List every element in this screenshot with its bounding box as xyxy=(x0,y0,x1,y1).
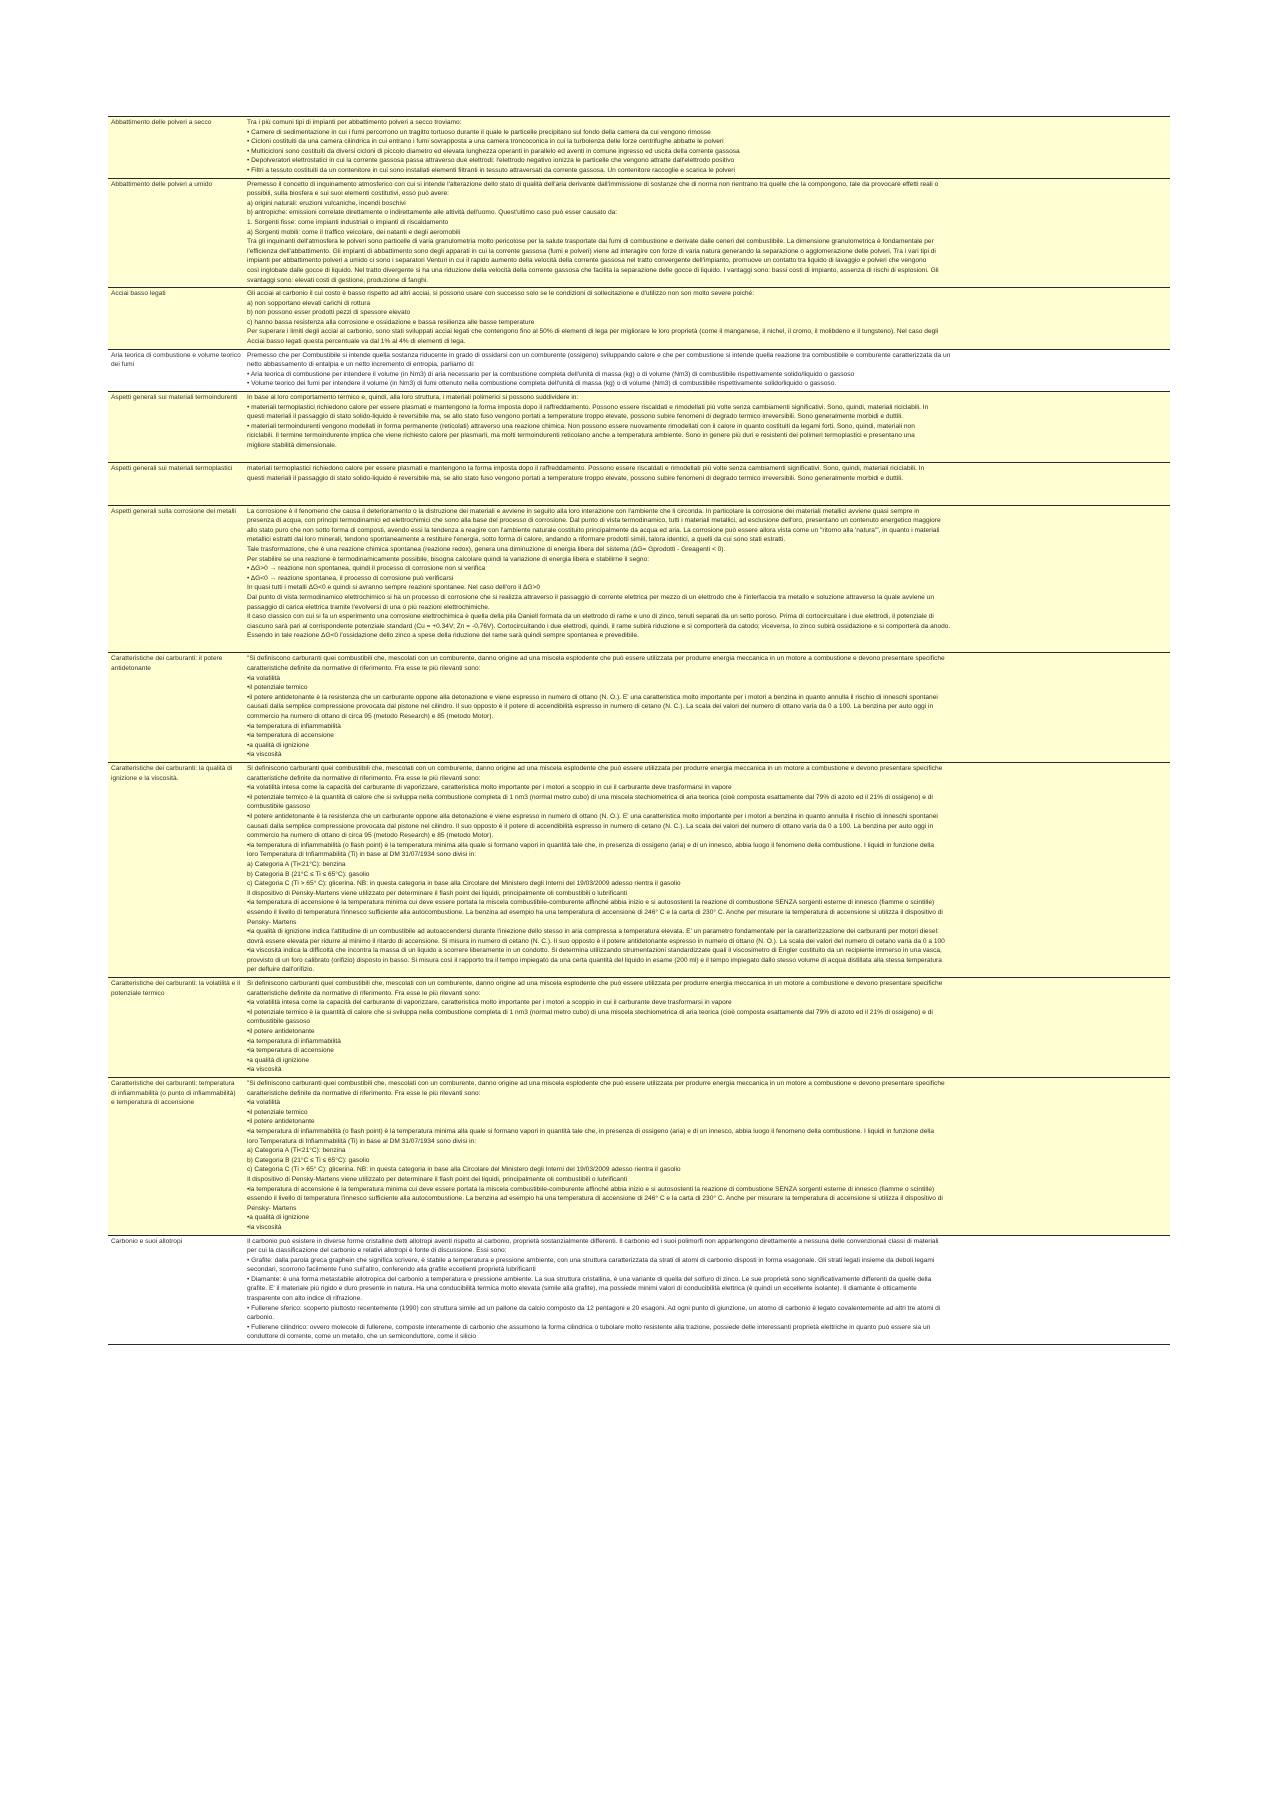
definition-line: • ΔG<0 → reazione spontanea, il processo di corrosione può verificarsi xyxy=(247,574,454,582)
definition-line: essendo il livello di temperatura l'innesco sufficiente alla autocombustione. La benzina ad esempio ha una temperatura di accensione di 246° C e la carta di 230° C. Anche per misurare la temperatura di accensione si utilizza il dispositivo di xyxy=(247,1195,943,1203)
definition-line: •il potere antidetonante è la resistenza che un carburante oppone alla detonazione e viene espresso in numero di ottano (N. O.). E' una caratteristica molto importante per i motori a benzina in quanto annulla il rischio di inneschi spontanei xyxy=(247,812,938,820)
definition-line: •a qualità di ignizione xyxy=(247,1214,310,1222)
definition-line: loro Temperatura di Infiammabilità (Ti) in base al DM 31/07/1934 sono divisi in: xyxy=(247,1137,477,1145)
definition-line: • Aria teorica di combustione per intendere il volume (in Nm3) di aria necessario per la combustione completa dell'unità di massa (kg) o di volume (Nm3) di combustibile rispettivamente solido/liquido o gassoso xyxy=(247,370,855,378)
definition-line: In base al loro comportamento termico e, quindi, alla loro struttura, i materiali polimerici si possono suddividere in: xyxy=(247,394,579,402)
definition-line: •la viscosità indica la difficoltà che incontra la massa di un liquido a scorrere liberamente in un condotto. Si determina utilizzando strumentazioni standardizzate quali il viscosimetro di Engler costituito da un recipiente immerso in una vasca, xyxy=(247,947,942,955)
definition-line: b) Categoria B (21°C ≤ Ti ≤ 65°C): gasolio xyxy=(247,1156,370,1164)
definition-line: Acciai basso legati questa percentuale va dal 1% al 4% di elementi di lega. xyxy=(247,338,466,346)
definition-line: • ΔG>0 → reazione non spontanea, quindi il processo di corrosione non si verifica xyxy=(247,565,486,573)
definition-line: Premesso che per Combustibile si intende quella sostanza riducente in grado di ossidarsi con un comburente (ossigeno) sviluppando calore e che per combustione si intende quella reazione tra combustibile e comburente caratterizzata da un xyxy=(247,351,951,359)
definition-line: •la temperatura di infiammabilità xyxy=(247,1037,341,1045)
definition-line: Gli acciai al carbonio il cui costo è basso rispetto ad altri acciai, si possono usare con successo solo se le condizioni di sollecitazione e d'utilizzo non son molto severe poiché: xyxy=(247,290,755,298)
definition-line: causati dalla semplice compressione provocata dal pistone nel cilindro. Il suo opposto è il potere di accendibilità espresso in numero di cetano (N. C.). La scala dei valori del numero di ottano varia da 0 a 100. La benzina per auto oggi in xyxy=(247,703,934,711)
definition-line: b) Categoria B (21°C ≤ Ti ≤ 65°C): gasolio xyxy=(247,870,370,878)
definition-line: • Grafite: dalla parola greca graphein che significa scrivere, è stabile a temperatura e pressione ambiente, con una struttura caratterizzata da strati di atomi di carbonio disposti in forma esagonale. Gli strati legati insieme da deboli legami xyxy=(247,1256,935,1264)
definition-line: Essendo in tale reazione ΔG<0 l'ossidazione dello zinco a spese della riduzione del rame sarà quindi sempre spontanea e prevedibile. xyxy=(247,632,639,640)
definition-line: •la volatilità xyxy=(247,1099,281,1107)
definition-line: •la temperatura di accensione xyxy=(247,732,334,740)
table-row xyxy=(108,763,1170,978)
definition-cell xyxy=(244,463,1170,505)
definition-line: •la viscosità xyxy=(247,1066,282,1074)
definition-line: 1. Sorgenti fisse: come impianti industriali o impianti di riscaldamento xyxy=(247,218,449,226)
definition-line: caratteristiche definite da normative di riferimento. Fra esse le più rilevanti sono: xyxy=(247,1089,481,1097)
definition-cell xyxy=(244,349,1170,391)
definition-line: • Volume teorico dei fumi per intendere il volume (in Nm3) di fumi ottenuto nella combustione completa dell'unità di massa (kg) o di volume (Nm3) di combustibile rispettivamente solido/liquido o gassoso. xyxy=(247,380,837,388)
glossary-table xyxy=(108,116,1170,1345)
definition-line: caratteristiche definite da normative di riferimento. Fra esse le più rilevanti sono: xyxy=(247,774,481,782)
definition-line: •a qualità di ignizione xyxy=(247,1056,310,1064)
term-cell: Aria teorica di combustione e volume teorico dei fumi xyxy=(108,349,244,391)
definition-line: passaggio di carica elettrica tramite l'evolversi di una o più reazioni elettrochimiche. xyxy=(247,603,490,611)
definition-line: allo stato puro che non sotto forma di composti, avendo essi la tendenza a reagire con l'ambiente naturale costituito principalmente da acqua ed aria. La corrosione può essere allora vista come un "ritorno alla 'natura'", in quanto i materiali xyxy=(247,526,940,534)
definition-line: • Fullerene sferico: scoperto piuttosto recentemente (1990) con struttura simile ad un pallone da calcio composto da 12 pentagoni e 20 esagoni. Ad ogni punto di giunzione, un atomo di carbonio è legato covalentemente ad altri tre atomi di xyxy=(247,1304,941,1312)
definition-cell xyxy=(244,763,1170,978)
table-row xyxy=(108,1235,1170,1345)
definition-line: provvisto di un foro calibrato (orifizio) disposto in basso. Si misura così il rapporto tra il tempo impiegato da una certa quantità del liquido in esame (200 ml) e il tempo impiegato dallo stesso volume di acqua distillata alla stessa temperatura xyxy=(247,956,942,964)
definition-line: caratteristiche definite da normative di riferimento. Fra esse le più rilevanti sono: xyxy=(247,989,481,997)
table-row xyxy=(108,117,1170,179)
definition-line: c) Categoria C (Ti > 65° C): glicerina. NB: in questa categoria in base alla Circolare del Ministero degli Interni del 19/03/2009 adesso rientra il gasolio xyxy=(247,880,681,888)
table-row xyxy=(108,178,1170,288)
definition-line: metallici estratti dai loro minerali, tendono spontaneamente a restituire l'energia, sotto forma di calore, andando a riformare prodotti simili, talora identici, a quelli da cui sono stati estratti. xyxy=(247,536,786,544)
definition-line: a) origini naturali: eruzioni vulcaniche, incendi boschivi xyxy=(247,199,406,207)
term-cell: Caratteristiche dei carburanti: la volatilità e il potenziale termico xyxy=(108,978,244,1078)
definition-line: a) Categoria A (Ti<21°C): benzina xyxy=(247,1147,346,1155)
glossary-rows xyxy=(108,117,1170,1345)
definition-line: •la temperatura di infiammabilità (o flash point) è la temperatura minima alla quale si formano vapori in quantità tale che, in presenza di ossigeno (aria) e di un innesco, abbia luogo il fenomeno della combustione. I liquidi in funzione della xyxy=(247,841,934,849)
definition-line: •il potenziale termico xyxy=(247,684,308,692)
definition-line: a) Categoria A (Ti<21°C): benzina xyxy=(247,860,346,868)
definition-line: "Si definiscono carburanti quei combustibili che, mescolati con un comburente, danno origine ad una miscela esplodente che può essere utilizzata per produrre energia meccanica in un motore a combustione e devono presentare specifiche xyxy=(247,1080,945,1087)
definition-line: • Fullerene cilindrico: ovvero molecole di fullerene, composte interamente di carbonio che assumono la forma cilindrica o tubolare molto resistente alla trazione, possiede delle interessanti proprietà elettriche in quanto può essere sia un xyxy=(247,1323,931,1331)
definition-line: Si definiscono carburanti quei combustibili che, mescolati con un comburente, danno origine ad una miscela esplodente che può essere utilizzata per produrre energia meccanica in un motore a combustione e devono presentare specifiche xyxy=(247,765,943,772)
definition-line: combustibile gassoso xyxy=(247,1018,311,1026)
definition-line: grafite. E' il materiale più rigido e duro presente in natura. Ha una conducibilità termica molto elevata (simile alla grafite), ma possiede minimi valori di conducibilità elettrica (è quindi un eccellente isolante). Il diamante è otticamente xyxy=(247,1285,917,1293)
definition-line: •la volatilità xyxy=(247,674,281,682)
definition-cell xyxy=(244,288,1170,350)
definition-line: Dal punto di vista termodinamico elettrochimico si ha un processo di corrosione che si realizza attraverso il passaggio di corrente elettrica per mezzo di un elettrodo che è l'interfaccia tra metallo e soluzione attraverso la quale avviene un xyxy=(247,593,934,601)
definition-line: •la temperatura di accensione è la temperatura minima cui deve essere portata la miscela combustibile-comburente affinché abbia inizio e si autosostenti la reazione di combustione SENZA sorgenti esterne di innesco (fiamme o scintille) xyxy=(247,1185,935,1193)
definition-line: •il potenziale termico xyxy=(247,1108,308,1116)
definition-line: Per superare i limiti degli acciai al carbonio, sono stati sviluppati acciai legati che contengono fino al 50% di elementi di lega per migliorare le loro proprietà (come il manganese, il nichel, il cromo, il molibdeno e il tungsteno). Nel caso degli xyxy=(247,328,939,336)
definition-line: a) non sopportano elevati carichi di rottura xyxy=(247,299,371,307)
definition-line: Il dispositivo di Pensky-Martens viene utilizzato per determinare il flash point dei liquidi, principalmente oli combustibili o lubrificanti xyxy=(247,1175,628,1183)
definition-line: •il potere antidetonante xyxy=(247,1118,315,1126)
definition-line: Si definiscono carburanti quei combustibili che, mescolati con un comburente, danno origine ad una miscela esplodente che può essere utilizzata per produrre energia meccanica in un motore a combustione e devono presentare specifiche xyxy=(247,980,943,988)
table-row xyxy=(108,349,1170,391)
definition-line: • Camere di sedimentazione in cui i fumi percorrono un tragitto tortuoso durante il quale le particelle precipitano sul fondo della camera da cui vengono rimosse xyxy=(247,128,711,136)
term-cell: Caratteristiche dei carburanti: la qualità di ignizione e la viscosità. xyxy=(108,763,244,978)
definition-line: •la volatilità intesa come la capacità del carburante di vaporizzare, caratteristica molto importante per i motori a scoppio in cui il carburante deve trasformarsi in vapore xyxy=(247,999,732,1007)
definition-line: causati dalla semplice compressione provocata dal pistone nel cilindro. Il suo opposto è il potere di accendibilità espresso in numero di cetano (N. C.). La scala dei valori del numero di ottano varia da 0 a 100. La benzina per auto oggi in xyxy=(247,822,934,830)
definition-cell xyxy=(244,1078,1170,1236)
definition-line: dovrà essere elevata per ridurre al minimo il ritardo di accensione. Si misura in numero di cetano (N. C.). Il suo opposto è il potere antidetonante espresso in numero di ottano (N. O.). La scala dei valori del numero di cetano varia da 0 a 100 xyxy=(247,937,945,945)
definition-line: Il carbonio può esistere in diverse forme cristalline detti allotropi aventi rispetto al carbonio, proprietà sostanzialmente differenti. Il carbonio ed i suoi polimorfi non appartengono direttamente a nessuna delle convenzionali classi di materiali xyxy=(247,1237,939,1245)
definition-cell xyxy=(244,978,1170,1078)
definition-line: così inglobate dalle gocce di liquido. Nel tratto divergente si ha una riduzione della velocità della corrente gassosa che facilita la separazione delle gocce di liquido. I vantaggi sono: bassi costi di impianto, assenza di rischi di esplosioni. Gli xyxy=(247,266,939,274)
definition-line: • Diamante: è una forma metastabile allotropica del carbonio a temperatura e pressione ambiente. La sua struttura cristallina, è una variante di quella del solfuro di zinco. Le sue proprietà sono significativamente differenti da quelle della xyxy=(247,1275,932,1283)
definition-line: conduttore di corrente, come un metallo, che un semiconduttore, come il silicio xyxy=(247,1333,477,1341)
definition-line: Tra gli inquinanti dell'atmosfera le polveri sono particelle di varia granulometria molto pericolose per la salute trasportate dai fumi di combustione e derivate dalle ceneri del combustibile. La dimensione granulometrica è fondamentale per xyxy=(247,238,934,246)
definition-line: combustibile gassoso xyxy=(247,803,311,811)
term-cell: Caratteristiche dei carburanti: il potere antidetonante xyxy=(108,653,244,763)
definition-line: Per stabilire se una reazione è termodinamicamente possibile, bisogna calcolare quindi la variazione di energia libera e stabilirne il segno: xyxy=(247,555,650,563)
definition-line: •la volatilità intesa come la capacità del carburante di vaporizzare, caratteristica molto importante per i motori a scoppio in cui il carburante deve trasformarsi in vapore xyxy=(247,784,732,792)
definition-line: • Depolveratori elettrostatici in cui la corrente gassosa passa attraverso due elettrodi: l'elettrodo negativo ionizza le particelle che vengono attratte dall'elettrodo positivo xyxy=(247,157,735,165)
definition-line: Premesso il concetto di inquinamento atmosferico con cui si intende l'alterazione dello stato di qualità dell'aria derivante dall'immissione di sostanze che di norma non rientrano tra quelle che la compongono, tale da provocare effetti reali o xyxy=(247,180,939,188)
definition-line: secondari, scorrono facilmente l'uno sull'altro, conferendo alla grafite eccellenti proprietà lubrificanti xyxy=(247,1266,536,1274)
definition-line: •il potenziale termico è la quantità di calore che si sviluppa nella combustione completa di 1 nm3 (normal metro cubo) di una miscela stechiometrica di aria teorica (cioè composta esattamente dal 79% di azoto ed il 21% di ossigeno) e di xyxy=(247,793,933,801)
term-cell: Aspetti generali sui materiali termoplastici xyxy=(108,463,244,505)
definition-line: trasparente con alto indice di rifrazione. xyxy=(247,1295,363,1303)
definition-line: essendo il livello di temperatura l'innesco sufficiente alla autocombustione. La benzina ad esempio ha una temperatura di accensione di 246° C e la carta di 230° C. Anche per misurare la temperatura di accensione si utilizza il dispositivo di xyxy=(247,908,943,916)
definition-line: possibili, sulla biosfera e sui suoi elementi costitutivi, esso può avere: xyxy=(247,190,449,198)
definition-line: commercio ha numero di ottano di circa 95 (metodo Research) e 85 (metodo Motor). xyxy=(247,713,494,721)
definition-cell xyxy=(244,178,1170,288)
definition-line: per defluire dall'orifizio. xyxy=(247,966,315,974)
definition-line: svantaggi sono: elevati costi di gestione, produzione di fanghi. xyxy=(247,276,429,284)
definition-line: per cui la classificazione del carbonio e relativi allotropi è fonte di discussione. Essi sono: xyxy=(247,1247,507,1255)
definition-line: riciclabili. Il termine termoindurente implica che viene richiesto calore per plasmarli, ma molti termoindurenti reticolano anche a temperatura ambiente. Sono in genere più duri e resistenti dei polimeri termoplastici e presentano una xyxy=(247,432,915,440)
definition-line: netto abbassamento di entalpia e un netto incremento di entropia, parliamo di: xyxy=(247,361,475,369)
definition-line: •la temperatura di infiammabilità (o flash point) è la temperatura minima alla quale si formano vapori in quantità tale che, in presenza di ossigeno (aria) e di un innesco, abbia luogo il fenomeno della combustione. I liquidi in funzione della xyxy=(247,1127,934,1135)
definition-line: Il caso classico con cui si fa un esperimento una corrosione elettrochimica è quella della pila Daniell formata da un elettrodo di rame e uno di zinco, tenuti separati da un setto poroso. Prima di cortocircuitare i due elettrodi, il potenziale di xyxy=(247,613,934,621)
definition-cell xyxy=(244,117,1170,179)
table-row xyxy=(108,463,1170,505)
definition-cell xyxy=(244,505,1170,653)
definition-line: • materiali termoplastici richiedono calore per essere plasmati e mantengono la forma imposta dopo il raffreddamento. Possono essere riscaldati e rimodellati più volte senza cambiamenti significativi. Sono, quindi, materiali riciclabili. In xyxy=(247,403,929,411)
term-cell: Aspetti generali sui materiali termoindurenti xyxy=(108,392,244,463)
term-cell: Caratteristiche dei carburanti: temperatura di infiammabilità (o punto di infiammabilità) e temperatura di accensione xyxy=(108,1078,244,1236)
definition-line: c) Categoria C (Ti > 65° C): glicerina. NB: in questa categoria in base alla Circolare del Ministero degli Interni del 19/03/2009 adesso rientra il gasolio xyxy=(247,1166,681,1174)
term-cell: Abbattimento delle polveri a umido xyxy=(108,178,244,288)
definition-line: impianti per abbattimento polveri a umido ci sono i separatori Venturi in cui il rapido aumento della velocità della corrente gassosa nel tratto convergente dell'impianto, promuove un contatto tra liquido di lavaggio e polveri che vengono xyxy=(247,257,927,265)
definition-line: • Filtri a tessuto costituiti da un contenitore in cui sono installati elementi filtranti in tessuto attraversati da corrente gassosa. Un contenitore raccoglie e scarica le polveri xyxy=(247,166,735,174)
definition-line: •il potere antidetonante xyxy=(247,1028,315,1036)
term-cell: Acciai basso legati xyxy=(108,288,244,350)
definition-line: c) hanno bassa resistenza alla corrosione e ossidazione e bassa resilienza alle basse temperature xyxy=(247,318,535,326)
definition-line: materiali termoplastici richiedono calore per essere plasmati e mantengono la forma imposta dopo il raffreddamento. Possono essere riscaldati e rimodellati più volte senza cambiamenti significativi. Sono, quindi, materiali riciclabili. In xyxy=(247,465,925,473)
definition-line: a) Sorgenti mobili: come il traffico veicolare, dei natanti e degli aeromobili xyxy=(247,228,461,236)
definition-line: •la temperatura di accensione xyxy=(247,1047,334,1055)
definition-line: questi materiali il passaggio di stato solido-liquido è reversibile ma, se allo stato fuso vengono portati a temperature troppo elevate, possono subire fenomeni di degrado termico irreversibili. Sono generalmente morbidi e duttili. xyxy=(247,413,904,421)
definition-line: • Cicloni costituiti da una camera cilindrica in cui entrano i fumi sovrapposta a una camera troncoconica in cui la turbolenza delle forze centrifughe abbatte le polveri xyxy=(247,138,724,146)
definition-line: •la temperatura di infiammabilità xyxy=(247,722,341,730)
definition-cell xyxy=(244,392,1170,463)
definition-line: •la qualità di ignizione indica l'attitudine di un combustibile ad autoaccendersi durante l'iniezione dello stesso in aria compressa a temperatura elevata. E' un parametro fondamentale per la caratterizzazione dei carburanti per motori diesel: xyxy=(247,928,939,936)
table-row xyxy=(108,653,1170,763)
definition-line: b) non possono esser prodotti pezzi di spessore elevato xyxy=(247,309,411,317)
table-row xyxy=(108,505,1170,653)
table-row xyxy=(108,392,1170,463)
definition-line: •la viscosità xyxy=(247,1223,282,1231)
definition-line: Tra i più comuni tipi di impianti per abbattimento polveri a secco troviamo: xyxy=(247,119,462,126)
definition-line: •la viscosità xyxy=(247,751,282,759)
term-cell: Aspetti generali sulla corrosione dei metalli xyxy=(108,505,244,653)
definition-cell xyxy=(244,653,1170,763)
definition-line: commercio ha numero di ottano di circa 95 (metodo Research) e 85 (metodo Motor). xyxy=(247,832,494,840)
definition-line: Il dispositivo di Pensky-Martens viene utilizzato per determinare il flash point dei liquidi, principalmente oli combustibili o lubrificanti xyxy=(247,889,628,897)
definition-line: •il potenziale termico è la quantità di calore che si sviluppa nella combustione completa di 1 nm3 (normal metro cubo) di una miscela stechiometrica di aria teorica (cioè composta esattamente dal 79% di azoto ed il 21% di ossigeno) e di xyxy=(247,1008,933,1016)
definition-line: questi materiali il passaggio di stato solido-liquido è reversibile ma, se allo stato fuso vengono portati a temperature troppo elevate, possono subire fenomeni di degrado termico irreversibili. Sono generalmente morbidi e duttili. xyxy=(247,474,904,482)
definition-line: ciascuno sarà pari al corrispondente potenziale standard (Cu = +0.34V; Zn = -0,76V). Cortocircuitando i due elettrodi, quindi, il rame subirà riduzione e si comporterà da catodo; viceversa, lo zinco subirà ossidazione e si comporterà da anodo. xyxy=(247,622,951,630)
term-cell: Abbattimento delle polveri a secco xyxy=(108,117,244,179)
definition-line: La corrosione è il fenomeno che causa il deterioramento o la distruzione dei materiali e avviene in seguito alla loro interazione con l'ambiente che li circonda. In particolare la corrosione dei materiali metallici avviene quasi sempre in xyxy=(247,507,920,515)
definition-line: Pensky- Martens xyxy=(247,918,297,926)
definition-line: caratteristiche definite da normative di riferimento. Fra esse le più rilevanti sono: xyxy=(247,665,481,673)
definition-line: loro Temperatura di Infiammabilità (Ti) in base al DM 31/07/1934 sono divisi in: xyxy=(247,851,477,859)
term-cell: Carbonio e suoi allotropi xyxy=(108,1235,244,1345)
definition-line: b) antropiche: emissioni correlate direttamente o indirettamente alle attività dell'uomo. Quest'ultimo caso può esser causato da: xyxy=(247,209,618,217)
definition-line: •a qualità di ignizione xyxy=(247,741,310,749)
definition-line: l'efficienza dell'abbattimento. Gli impianti di abbattimento sono degli apparati in cui la corrente gassosa (fumi e polveri) viene ad interagire con forze di varia natura generando la separazione o agglomerazione delle polveri. Tra i vari tipi di xyxy=(247,247,936,255)
table-row xyxy=(108,1078,1170,1236)
definition-cell xyxy=(244,1235,1170,1345)
definition-line: • materiali termoindurenti vengono modellati in forma permanente (reticolati) attraverso una reazione chimica. Non possono essere nuovamente rimodellati con il calore in quanto costituiti da legami forti. Sono, quindi, materiali non xyxy=(247,422,915,430)
definition-line: "Si definiscono carburanti quei combustibili che, mescolati con un comburente, danno origine ad una miscela esplodente che può essere utilizzata per produrre energia meccanica in un motore a combustione e devono presentare specifiche xyxy=(247,655,945,663)
definition-line: In quasi tutti i metalli ΔG<0 e quindi si avranno sempre reazioni spontanee. Nel caso dell'oro il ΔG>0 xyxy=(247,584,541,592)
definition-line: •il potere antidetonante è la resistenza che un carburante oppone alla detonazione e viene espresso in numero di ottano (N. O.). E' una caratteristica molto importante per i motori a benzina in quanto annulla il rischio di inneschi spontanei xyxy=(247,693,938,701)
definition-line: Pensky- Martens xyxy=(247,1204,297,1212)
definition-line: migliore stabilità dimensionale. xyxy=(247,442,337,449)
definition-line: presenza di acqua, con principi termodinamici ed elettrochimici che sono alla base del processo di corrosione. Dal punto di vista termodinamico, tutti i materiali metallici, ad esclusione dell'oro, presentano un contenuto energetico maggiore xyxy=(247,517,941,525)
table-row xyxy=(108,978,1170,1078)
definition-line: • Multicicloni sono costituiti da diversi cicloni di piccolo diametro ed elevata lunghezza operanti in parallelo ed aventi in comune ingresso ed uscita della corrente gassosa xyxy=(247,147,740,155)
definition-line: carbonio. xyxy=(247,1314,275,1322)
definition-line: Tale trasformazione, che è una reazione chimica spontanea (reazione redox), genera una diminuzione di energia libera del sistema (ΔG= Gprodotti - Greagenti < 0). xyxy=(247,545,726,553)
table-row xyxy=(108,288,1170,350)
definition-line: •la temperatura di accensione è la temperatura minima cui deve essere portata la miscela combustibile-comburente affinché abbia inizio e si autosostenti la reazione di combustione SENZA sorgenti esterne di innesco (fiamme o scintille) xyxy=(247,899,935,907)
